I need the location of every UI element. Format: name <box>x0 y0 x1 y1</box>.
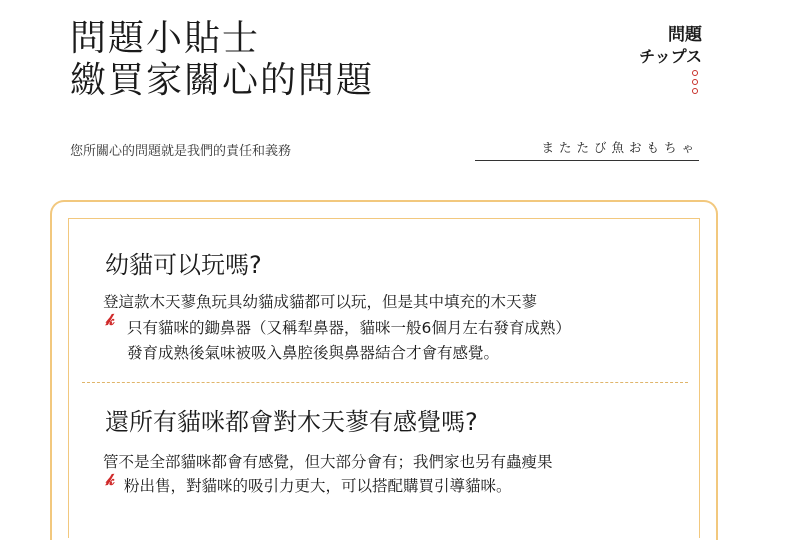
decorative-dots-icon <box>692 70 698 94</box>
faq-answer-1-line-1: 登這款木天蓼魚玩具幼貓成貓都可以玩，但是其中填充的木天蓼 <box>103 293 538 311</box>
faq-answer-2-line-2: 粉出售，對貓咪的吸引力更大，可以搭配購買引導貓咪。 <box>124 477 512 495</box>
product-name: またたび魚おもちゃ <box>475 138 699 161</box>
faq-divider <box>82 382 688 383</box>
side-tag <box>639 24 702 68</box>
faq-answer-1-line-2: 只有貓咪的鋤鼻器（又稱犁鼻器，貓咪一般6個月左右發育成熟） <box>127 319 571 337</box>
title-line-2: 繳買家關心的問題 <box>70 60 375 101</box>
faq-question-2: 還所有貓咪都會對木天蓼有感覺嗎? <box>105 408 478 436</box>
dot-icon <box>692 79 698 85</box>
faq-question-1: 幼貓可以玩嗎? <box>105 251 262 279</box>
dot-icon <box>692 70 698 76</box>
red-check-mark-icon: 𝓀 <box>106 470 115 489</box>
red-check-mark-icon: 𝓀 <box>106 310 115 329</box>
dot-icon <box>692 88 698 94</box>
side-tag-line-2: チップス <box>639 47 702 66</box>
page-title <box>70 18 374 102</box>
title-line-1: 問題小貼士 <box>70 18 261 59</box>
faq-answer-2-line-1: 管不是全部貓咪都會有感覺，但大部分會有；我們家也另有蟲瘦果 <box>103 453 553 471</box>
side-tag-line-1: 問題 <box>668 25 702 45</box>
subtitle: 您所關心的問題就是我們的責任和義務 <box>70 144 292 159</box>
faq-answer-1-line-3: 發育成熟後氣味被吸入鼻腔後與鼻器結合才會有感覺。 <box>127 344 500 362</box>
